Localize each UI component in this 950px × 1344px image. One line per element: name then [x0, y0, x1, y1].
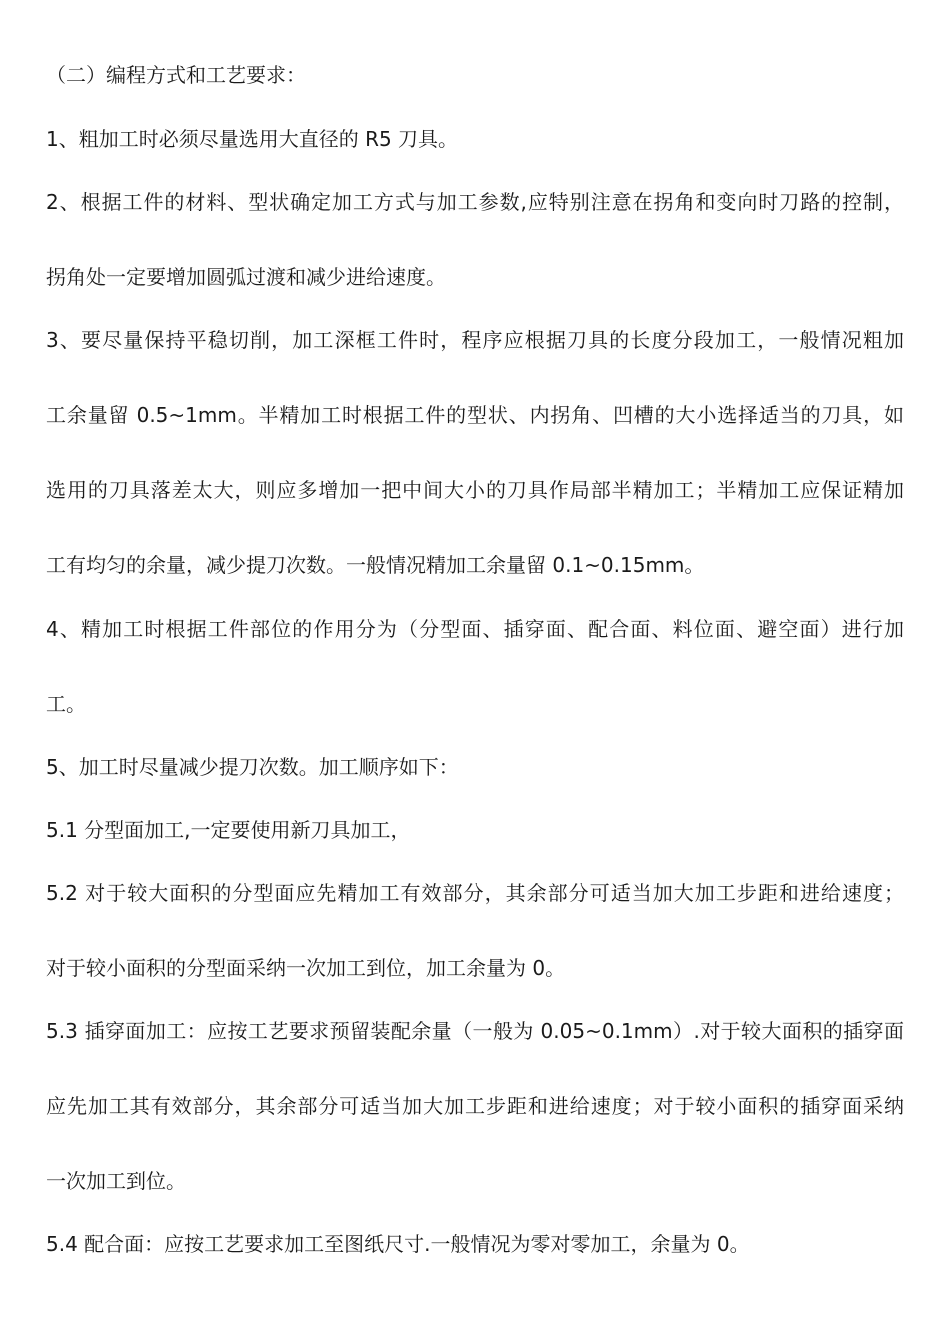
paragraph-line: 对于较小面积的分型面采纳一次加工到位，加工余量为 0。	[46, 956, 566, 980]
paragraph-line: 工余量留 0.5~1mm。半精加工时根据工件的型状、内拐角、凹槽的大小选择适当的刀具，如	[46, 403, 904, 427]
paragraph-line: 5.4 配合面：应按工艺要求加工至图纸尺寸.一般情况为零对零加工，余量为 0。	[46, 1232, 750, 1256]
paragraph-line: 工。	[46, 692, 86, 716]
paragraph-line: 3、要尽量保持平稳切削，加工深框工件时，程序应根据刀具的长度分段加工，一般情况粗加	[46, 328, 904, 352]
paragraph-line: 5.1 分型面加工,一定要使用新刀具加工，	[46, 818, 411, 842]
paragraph-line: 4、精加工时根据工件部位的作用分为（分型面、插穿面、配合面、料位面、避空面）进行加	[46, 617, 904, 641]
paragraph-line: 拐角处一定要增加圆弧过渡和减少进给速度。	[46, 265, 446, 289]
section-heading: （二）编程方式和工艺要求：	[46, 63, 306, 87]
paragraph-line: 一次加工到位。	[46, 1169, 186, 1193]
paragraph-line: 5、加工时尽量减少提刀次数。加工顺序如下：	[46, 755, 459, 779]
paragraph-line: 工有均匀的余量，减少提刀次数。一般情况精加工余量留 0.1~0.15mm。	[46, 553, 705, 577]
paragraph-line: 5.2 对于较大面积的分型面应先精加工有效部分，其余部分可适当加大加工步距和进给速度；	[46, 881, 904, 905]
paragraph-line: 2、根据工件的材料、型状确定加工方式与加工参数,应特别注意在拐角和变向时刀路的控制，	[46, 190, 904, 214]
paragraph-line: 5.3 插穿面加工：应按工艺要求预留装配余量（一般为 0.05~0.1mm）.对于较大面积的插穿面	[46, 1019, 904, 1043]
paragraph-line: 1、粗加工时必须尽量选用大直径的 R5 刀具。	[46, 127, 459, 151]
paragraph-line: 应先加工其有效部分，其余部分可适当加大加工步距和进给速度；对于较小面积的插穿面采纳	[46, 1094, 904, 1118]
paragraph-line: 选用的刀具落差太大，则应多增加一把中间大小的刀具作局部半精加工；半精加工应保证精加	[46, 478, 904, 502]
